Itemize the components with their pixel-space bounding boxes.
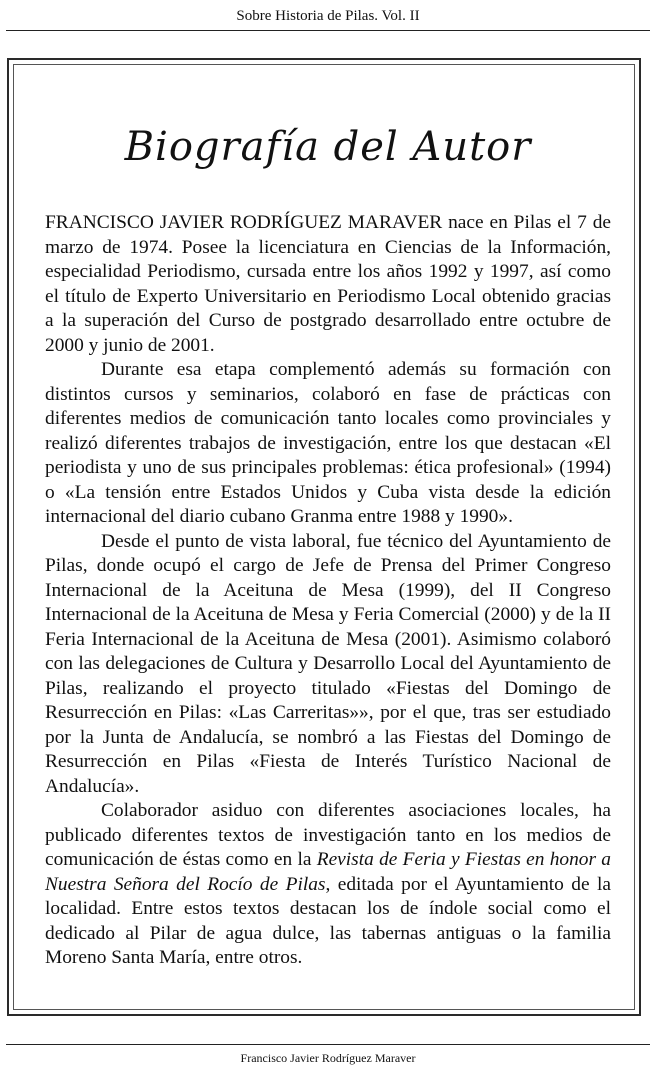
paragraph-4-text-before: Colaborador asiduo con diferentes asociaciones locales, ha publicado diferentes textos de investigación tanto en los medios de comunicación de éstas como en la (45, 800, 611, 870)
paragraph-1: FRANCISCO JAVIER RODRÍGUEZ MARAVER nace en Pilas el 7 de marzo de 1974. Posee la licenciatura en Ciencias de la Información, especialidad Periodismo, cursada entre los años 1992 y 1997, así como el título de Experto Universitario en Periodismo Local obtenido gracias a la superación del Curso de postgrado desarrollado entre octubre de 2000 y junio de 2001. (45, 212, 611, 356)
biography-text (45, 211, 611, 971)
paragraph-4-text-after: , editada por el Ayuntamiento de la localidad. Entre estos textos destacan los de índole social como el dedicado al Pilar de agua dulce, las tabernas antiguas o la familia Moreno Santa María, entre otros. (45, 873, 611, 968)
paragraph-4 (45, 799, 611, 971)
page-title: Biografía del Autor (124, 124, 532, 170)
running-header: Sobre Historia de Pilas. Vol. II (236, 8, 420, 24)
running-footer: Francisco Javier Rodríguez Maraver (240, 1051, 416, 1065)
paragraph-3: Desde el punto de vista laboral, fue técnico del Ayuntamiento de Pilas, donde ocupó el cargo de Jefe de Prensa del Primer Congreso Internacional de la Aceituna de Mesa (1999), del II Congreso Internacional de la Aceituna de Mesa y Feria Comercial (2000) y de la II Feria Internacional de la Aceituna de Mesa (2001). Asimismo colaboró con las delegaciones de Cultura y Desarrollo Local del Ayuntamiento de Pilas, realizando el proyecto titulado «Fiestas del Domingo de Resurrección en Pilas: «Las Carreritas»», por el que, tras ser estudiado por la Junta de Andalucía, se nombró a las Fiestas del Domingo de Resurrección en Pilas «Fiesta de Interés Turístico Nacional de Andalucía». (45, 530, 611, 797)
footer-rule (6, 1044, 650, 1045)
header-rule (6, 30, 650, 31)
magazine-title: Revista de Feria y Fiestas en honor a Nuestra Señora del Rocío de Pilas (45, 849, 611, 895)
paragraph-2: Durante esa etapa complementó además su formación con distintos cursos y seminarios, colaboró en fase de prácticas con diferentes medios de comunicación tanto locales como provinciales y realizó diferentes trabajos de investigación, entre los que destacan «El periodista y uno de sus principales problemas: ética profesional» (1994) o «La tensión entre Estados Unidos y Cuba vista desde la edición internacional del diario cubano Granma entre 1988 y 1990». (45, 359, 611, 527)
